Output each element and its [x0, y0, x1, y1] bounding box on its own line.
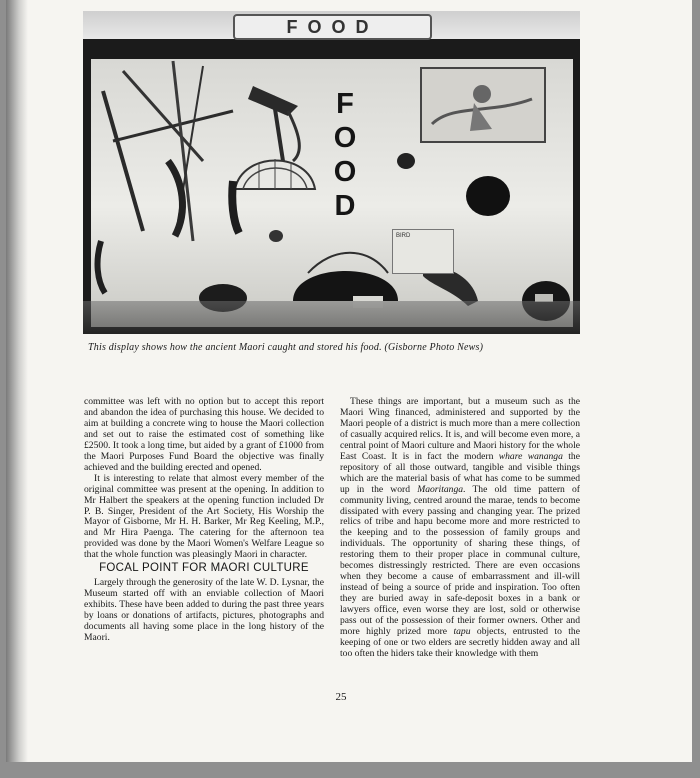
text-run: the repository of all those outward, tangible and visible things which are the material basis of what has come to be summed up in the word — [340, 450, 580, 495]
poster-illustration — [422, 69, 544, 141]
photo-caption: This display shows how the ancient Maori caught and stored his food. (Gisborne Photo News) — [88, 342, 484, 353]
paragraph — [340, 397, 580, 660]
article-right-column — [340, 397, 580, 660]
label-card-title: BIRD — [396, 233, 411, 239]
italic-term: tapu — [453, 626, 471, 638]
text-run: These things are important, but a museum such as the Maori Wing financed, administered and supported by the Maori people of a district is much more than a mere collection of casually acquired relics. It is, and will become even more, a central point of Maori culture and Maori history for the whole East Coast. It is in fact the modern — [340, 396, 580, 462]
paragraph: It is interesting to relate that almost every member of the original committee was present at the opening. In addition to Mr Halbert the speakers at the opening function included Dr P. B. Singer, President of the Art Society, His Worship the Mayor of Gisborne, Mr H. H. Barker, Mr Reg Keeling, M.P., and Mr Hira Paenga. The catering for the afternoon tea provided was done by the Maori Women's Welfare League so that the whole function was pleasingly Maori in character. — [84, 472, 324, 561]
food-letter: O — [333, 156, 357, 188]
museum-display-photo — [83, 11, 580, 334]
display-label-card — [392, 229, 454, 274]
paragraph: Largely through the generosity of the late W. D. Lysnar, the Museum started off with an enviable collection of Maori exhibits. These have been added to during the past three years by loans or donations of artifacts, pictures, photographs and documents all having some place in the long history of the Maori. — [84, 577, 324, 644]
paragraph: committee was left with no option but to accept this report and abandon the idea of purchasing this house. We decided to aim at building a concrete wing to house the Maori collection and set out to raise the estimated cost of something like £2500. It took a long time, but aided by a grant of £1000 from the Maori Purposes Fund Board the objective was finally achieved and the building erected and opened. — [84, 396, 324, 473]
italic-term: Maoritanga — [417, 483, 464, 495]
vertical-food-sign — [330, 87, 360, 223]
text-run: . The old time pattern of community living, centred around the marae, tends to become dissipated with every passing and changing year. The prized relics of tribe and hapu become more and more restricted to the keeping and to the possession of family groups and individuals. The opportunity of sharing these things, of restoring them to their proper place in communal culture, becomes distressingly restricted. There are even occasions when they become a cause of embarrassment and ill-will instead of being a source of pride and inspiration. Too often they are buried away in safe-deposit boxes in a bank or lawyers office, even worse they are lost, sold or otherwise pass out of the possession of their former owners. Other and more highly prized more — [340, 483, 580, 638]
section-heading: FOCAL POINT FOR MAORI CULTURE — [99, 562, 309, 575]
photo-floor-shelf — [83, 301, 580, 334]
page-number: 25 — [335, 691, 347, 703]
food-letter: F — [336, 88, 354, 120]
page-binding-shadow — [6, 0, 28, 762]
article-left-column — [84, 397, 324, 644]
food-letter: D — [334, 190, 356, 222]
magazine-page — [6, 0, 692, 762]
fishing-poster — [420, 67, 546, 143]
text-run: objects, entrusted to the keeping of one or two elders are secretly hidden away and all too often the hiders take their knowledge with them — [340, 626, 580, 659]
photo-banner-sign: FOOD — [233, 14, 432, 40]
food-letter: O — [333, 122, 357, 154]
italic-term: whare wananga — [498, 450, 563, 462]
